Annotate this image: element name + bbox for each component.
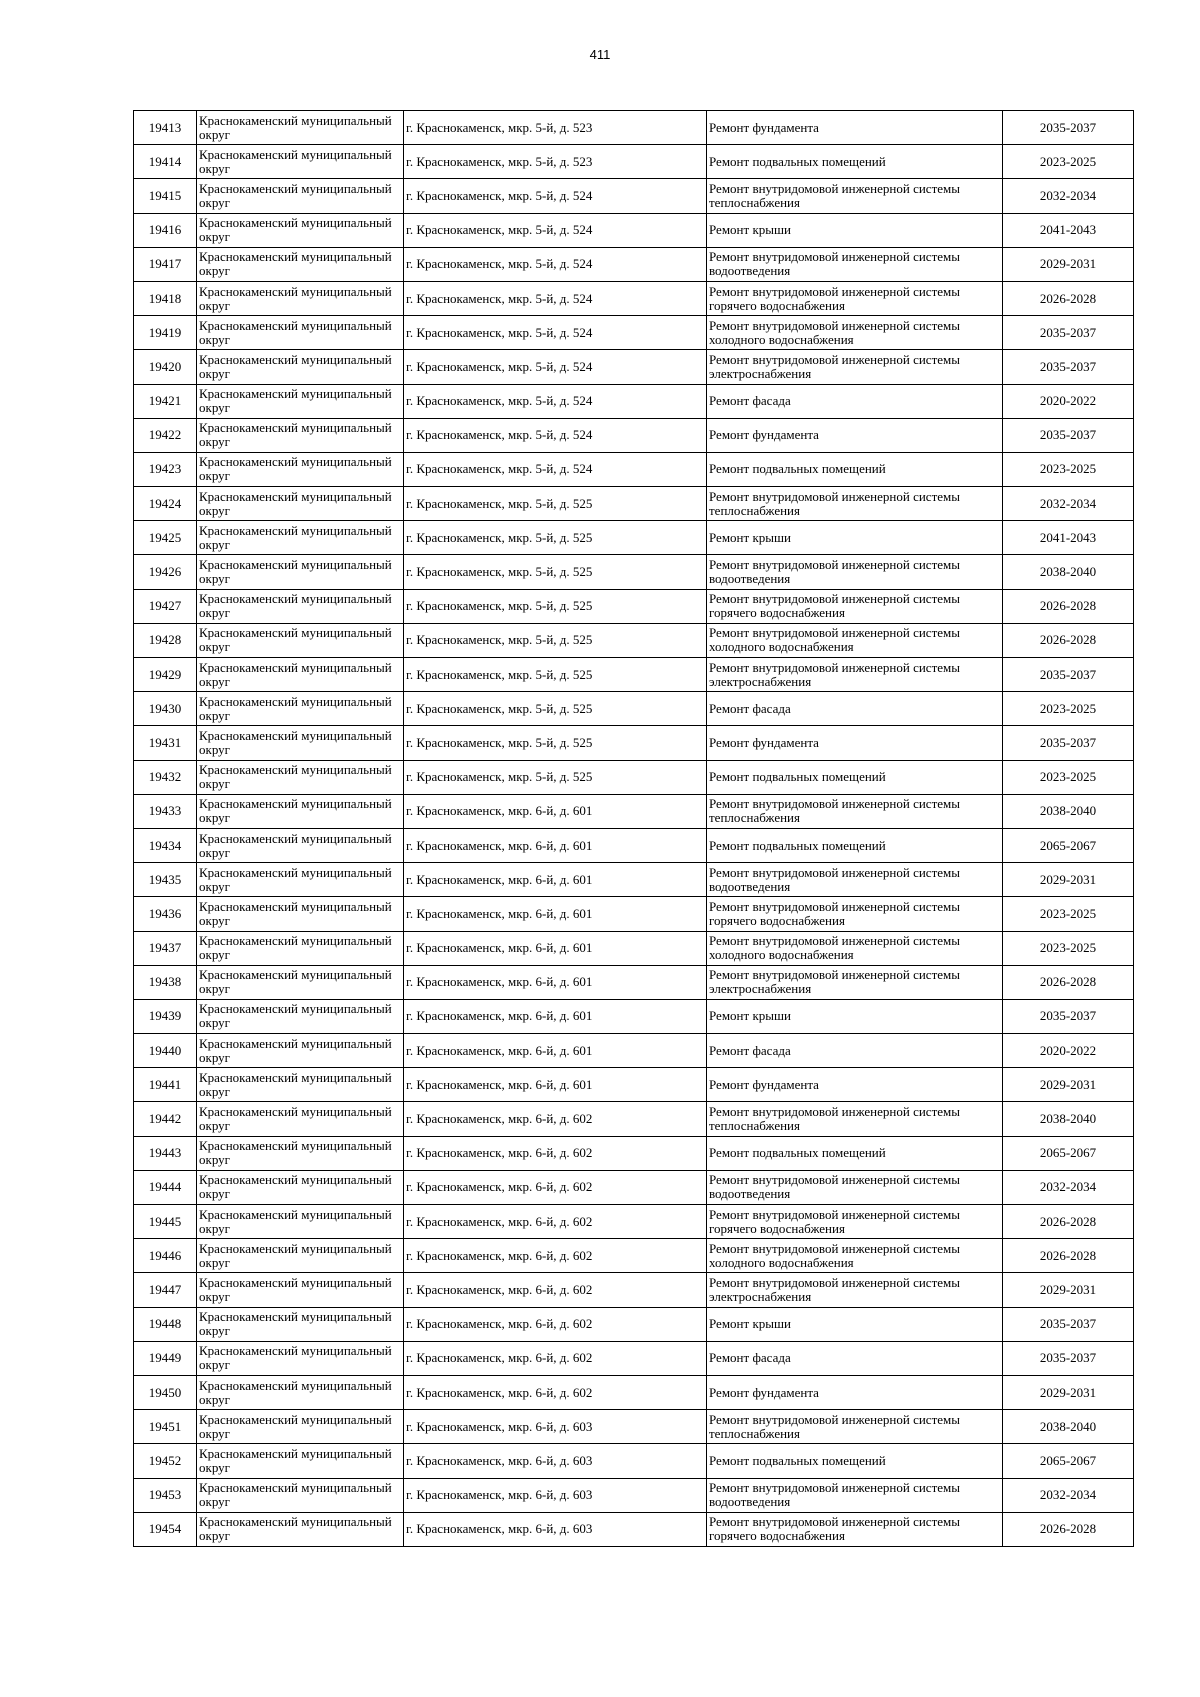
cell-number: 19416 (134, 213, 197, 247)
cell-address: г. Краснокаменск, мкр. 6-й, д. 601 (404, 794, 707, 828)
cell-address: г. Краснокаменск, мкр. 5-й, д. 524 (404, 179, 707, 213)
cell-district: Краснокаменский муниципальный округ (197, 1205, 404, 1239)
cell-number: 19442 (134, 1102, 197, 1136)
cell-address: г. Краснокаменск, мкр. 5-й, д. 524 (404, 281, 707, 315)
cell-work-type: Ремонт фундамента (707, 418, 1003, 452)
cell-district: Краснокаменский муниципальный округ (197, 555, 404, 589)
cell-work-type: Ремонт подвальных помещений (707, 452, 1003, 486)
cell-address: г. Краснокаменск, мкр. 6-й, д. 602 (404, 1205, 707, 1239)
cell-period: 2023-2025 (1003, 145, 1134, 179)
cell-address: г. Краснокаменск, мкр. 6-й, д. 602 (404, 1341, 707, 1375)
cell-number: 19420 (134, 350, 197, 384)
cell-period: 2032-2034 (1003, 1478, 1134, 1512)
cell-address: г. Краснокаменск, мкр. 6-й, д. 601 (404, 1034, 707, 1068)
table-row (134, 692, 1134, 726)
cell-address: г. Краснокаменск, мкр. 6-й, д. 602 (404, 1170, 707, 1204)
cell-district: Краснокаменский муниципальный округ (197, 828, 404, 862)
cell-address: г. Краснокаменск, мкр. 6-й, д. 601 (404, 828, 707, 862)
cell-address: г. Краснокаменск, мкр. 5-й, д. 523 (404, 111, 707, 145)
cell-period: 2026-2028 (1003, 965, 1134, 999)
table-row (134, 316, 1134, 350)
cell-work-type: Ремонт внутридомовой инженерной системы холодного водоснабжения (707, 316, 1003, 350)
cell-number: 19451 (134, 1410, 197, 1444)
table-row (134, 1341, 1134, 1375)
table-row (134, 350, 1134, 384)
cell-period: 2029-2031 (1003, 247, 1134, 281)
cell-address: г. Краснокаменск, мкр. 5-й, д. 525 (404, 487, 707, 521)
cell-number: 19415 (134, 179, 197, 213)
cell-district: Краснокаменский муниципальный округ (197, 965, 404, 999)
cell-work-type: Ремонт внутридомовой инженерной системы теплоснабжения (707, 1102, 1003, 1136)
cell-district: Краснокаменский муниципальный округ (197, 863, 404, 897)
cell-number: 19421 (134, 384, 197, 418)
cell-number: 19413 (134, 111, 197, 145)
cell-address: г. Краснокаменск, мкр. 5-й, д. 524 (404, 418, 707, 452)
table-row (134, 828, 1134, 862)
cell-address: г. Краснокаменск, мкр. 5-й, д. 525 (404, 623, 707, 657)
table-row (134, 726, 1134, 760)
cell-number: 19441 (134, 1068, 197, 1102)
cell-district: Краснокаменский муниципальный округ (197, 452, 404, 486)
cell-number: 19439 (134, 999, 197, 1033)
cell-district: Краснокаменский муниципальный округ (197, 1273, 404, 1307)
cell-work-type: Ремонт подвальных помещений (707, 145, 1003, 179)
cell-work-type: Ремонт фундамента (707, 111, 1003, 145)
cell-work-type: Ремонт внутридомовой инженерной системы электроснабжения (707, 350, 1003, 384)
cell-work-type: Ремонт подвальных помещений (707, 760, 1003, 794)
cell-district: Краснокаменский муниципальный округ (197, 1512, 404, 1546)
cell-work-type: Ремонт подвальных помещений (707, 1136, 1003, 1170)
cell-district: Краснокаменский муниципальный округ (197, 521, 404, 555)
table-row (134, 623, 1134, 657)
cell-district: Краснокаменский муниципальный округ (197, 1170, 404, 1204)
table-row (134, 145, 1134, 179)
cell-district: Краснокаменский муниципальный округ (197, 1136, 404, 1170)
cell-number: 19454 (134, 1512, 197, 1546)
cell-number: 19445 (134, 1205, 197, 1239)
cell-address: г. Краснокаменск, мкр. 5-й, д. 523 (404, 145, 707, 179)
cell-address: г. Краснокаменск, мкр. 6-й, д. 602 (404, 1239, 707, 1273)
cell-period: 2038-2040 (1003, 1102, 1134, 1136)
cell-address: г. Краснокаменск, мкр. 6-й, д. 602 (404, 1273, 707, 1307)
cell-number: 19447 (134, 1273, 197, 1307)
cell-work-type: Ремонт внутридомовой инженерной системы электроснабжения (707, 1273, 1003, 1307)
cell-district: Краснокаменский муниципальный округ (197, 1307, 404, 1341)
cell-district: Краснокаменский муниципальный округ (197, 213, 404, 247)
cell-work-type: Ремонт внутридомовой инженерной системы водоотведения (707, 247, 1003, 281)
cell-period: 2035-2037 (1003, 999, 1134, 1033)
cell-period: 2023-2025 (1003, 760, 1134, 794)
cell-period: 2029-2031 (1003, 1375, 1134, 1409)
cell-number: 19437 (134, 931, 197, 965)
cell-work-type: Ремонт внутридомовой инженерной системы холодного водоснабжения (707, 623, 1003, 657)
cell-work-type: Ремонт фундамента (707, 1068, 1003, 1102)
cell-number: 19424 (134, 487, 197, 521)
cell-work-type: Ремонт внутридомовой инженерной системы горячего водоснабжения (707, 589, 1003, 623)
table-row (134, 965, 1134, 999)
cell-number: 19440 (134, 1034, 197, 1068)
cell-address: г. Краснокаменск, мкр. 6-й, д. 601 (404, 999, 707, 1033)
cell-district: Краснокаменский муниципальный округ (197, 692, 404, 726)
cell-period: 2035-2037 (1003, 1307, 1134, 1341)
cell-work-type: Ремонт внутридомовой инженерной системы теплоснабжения (707, 1410, 1003, 1444)
cell-work-type: Ремонт подвальных помещений (707, 828, 1003, 862)
cell-period: 2038-2040 (1003, 1410, 1134, 1444)
cell-district: Краснокаменский муниципальный округ (197, 247, 404, 281)
cell-period: 2023-2025 (1003, 897, 1134, 931)
table-row (134, 213, 1134, 247)
cell-period: 2065-2067 (1003, 1444, 1134, 1478)
cell-period: 2026-2028 (1003, 1239, 1134, 1273)
cell-work-type: Ремонт крыши (707, 213, 1003, 247)
cell-period: 2029-2031 (1003, 1273, 1134, 1307)
cell-number: 19418 (134, 281, 197, 315)
cell-work-type: Ремонт внутридомовой инженерной системы электроснабжения (707, 965, 1003, 999)
cell-work-type: Ремонт фасада (707, 1341, 1003, 1375)
cell-period: 2035-2037 (1003, 350, 1134, 384)
cell-period: 2023-2025 (1003, 692, 1134, 726)
cell-period: 2041-2043 (1003, 213, 1134, 247)
cell-work-type: Ремонт внутридомовой инженерной системы теплоснабжения (707, 487, 1003, 521)
cell-work-type: Ремонт крыши (707, 999, 1003, 1033)
cell-district: Краснокаменский муниципальный округ (197, 897, 404, 931)
cell-address: г. Краснокаменск, мкр. 6-й, д. 601 (404, 897, 707, 931)
cell-address: г. Краснокаменск, мкр. 6-й, д. 603 (404, 1478, 707, 1512)
table-row (134, 1068, 1134, 1102)
cell-district: Краснокаменский муниципальный округ (197, 316, 404, 350)
table-row (134, 1478, 1134, 1512)
cell-district: Краснокаменский муниципальный округ (197, 726, 404, 760)
cell-address: г. Краснокаменск, мкр. 5-й, д. 524 (404, 384, 707, 418)
table-row (134, 794, 1134, 828)
cell-district: Краснокаменский муниципальный округ (197, 794, 404, 828)
table-row (134, 111, 1134, 145)
cell-work-type: Ремонт внутридомовой инженерной системы горячего водоснабжения (707, 1512, 1003, 1546)
cell-district: Краснокаменский муниципальный округ (197, 487, 404, 521)
cell-address: г. Краснокаменск, мкр. 5-й, д. 525 (404, 555, 707, 589)
cell-work-type: Ремонт внутридомовой инженерной системы горячего водоснабжения (707, 281, 1003, 315)
cell-district: Краснокаменский муниципальный округ (197, 1410, 404, 1444)
cell-address: г. Краснокаменск, мкр. 5-й, д. 524 (404, 213, 707, 247)
cell-work-type: Ремонт внутридомовой инженерной системы холодного водоснабжения (707, 931, 1003, 965)
cell-period: 2029-2031 (1003, 1068, 1134, 1102)
cell-district: Краснокаменский муниципальный округ (197, 658, 404, 692)
cell-district: Краснокаменский муниципальный округ (197, 384, 404, 418)
table-row (134, 384, 1134, 418)
cell-period: 2035-2037 (1003, 726, 1134, 760)
cell-period: 2032-2034 (1003, 179, 1134, 213)
cell-work-type: Ремонт фасада (707, 1034, 1003, 1068)
cell-period: 2023-2025 (1003, 452, 1134, 486)
cell-address: г. Краснокаменск, мкр. 6-й, д. 601 (404, 863, 707, 897)
cell-number: 19422 (134, 418, 197, 452)
cell-work-type: Ремонт внутридомовой инженерной системы теплоснабжения (707, 179, 1003, 213)
cell-number: 19452 (134, 1444, 197, 1478)
cell-period: 2032-2034 (1003, 487, 1134, 521)
table-row (134, 1239, 1134, 1273)
table-row (134, 1205, 1134, 1239)
cell-district: Краснокаменский муниципальный округ (197, 1068, 404, 1102)
cell-work-type: Ремонт подвальных помещений (707, 1444, 1003, 1478)
cell-number: 19426 (134, 555, 197, 589)
cell-number: 19428 (134, 623, 197, 657)
cell-district: Краснокаменский муниципальный округ (197, 350, 404, 384)
cell-district: Краснокаменский муниципальный округ (197, 931, 404, 965)
cell-district: Краснокаменский муниципальный округ (197, 1102, 404, 1136)
cell-work-type: Ремонт внутридомовой инженерной системы водоотведения (707, 555, 1003, 589)
cell-address: г. Краснокаменск, мкр. 6-й, д. 602 (404, 1136, 707, 1170)
cell-address: г. Краснокаменск, мкр. 5-й, д. 524 (404, 350, 707, 384)
cell-district: Краснокаменский муниципальный округ (197, 418, 404, 452)
cell-number: 19449 (134, 1341, 197, 1375)
cell-work-type: Ремонт внутридомовой инженерной системы водоотведения (707, 863, 1003, 897)
cell-period: 2032-2034 (1003, 1170, 1134, 1204)
cell-number: 19434 (134, 828, 197, 862)
cell-address: г. Краснокаменск, мкр. 6-й, д. 601 (404, 931, 707, 965)
table-row (134, 487, 1134, 521)
cell-district: Краснокаменский муниципальный округ (197, 1478, 404, 1512)
table-row (134, 897, 1134, 931)
cell-number: 19425 (134, 521, 197, 555)
table-row (134, 760, 1134, 794)
cell-district: Краснокаменский муниципальный округ (197, 179, 404, 213)
table-row (134, 247, 1134, 281)
cell-work-type: Ремонт внутридомовой инженерной системы электроснабжения (707, 658, 1003, 692)
cell-period: 2065-2067 (1003, 1136, 1134, 1170)
cell-work-type: Ремонт фундамента (707, 1375, 1003, 1409)
table-row (134, 931, 1134, 965)
cell-district: Краснокаменский муниципальный округ (197, 1034, 404, 1068)
cell-district: Краснокаменский муниципальный округ (197, 1341, 404, 1375)
cell-address: г. Краснокаменск, мкр. 6-й, д. 603 (404, 1444, 707, 1478)
cell-address: г. Краснокаменск, мкр. 6-й, д. 601 (404, 1068, 707, 1102)
table-row (134, 179, 1134, 213)
cell-address: г. Краснокаменск, мкр. 5-й, д. 524 (404, 247, 707, 281)
cell-number: 19443 (134, 1136, 197, 1170)
cell-number: 19419 (134, 316, 197, 350)
cell-district: Краснокаменский муниципальный округ (197, 589, 404, 623)
table-body (134, 111, 1134, 1547)
cell-number: 19427 (134, 589, 197, 623)
cell-address: г. Краснокаменск, мкр. 5-й, д. 525 (404, 521, 707, 555)
cell-period: 2026-2028 (1003, 1512, 1134, 1546)
cell-number: 19429 (134, 658, 197, 692)
cell-district: Краснокаменский муниципальный округ (197, 1444, 404, 1478)
table-row (134, 1034, 1134, 1068)
cell-work-type: Ремонт внутридомовой инженерной системы холодного водоснабжения (707, 1239, 1003, 1273)
table-row (134, 1444, 1134, 1478)
cell-district: Краснокаменский муниципальный округ (197, 145, 404, 179)
cell-district: Краснокаменский муниципальный округ (197, 623, 404, 657)
table-row (134, 521, 1134, 555)
cell-number: 19423 (134, 452, 197, 486)
cell-work-type: Ремонт внутридомовой инженерной системы теплоснабжения (707, 794, 1003, 828)
cell-district: Краснокаменский муниципальный округ (197, 760, 404, 794)
cell-period: 2035-2037 (1003, 658, 1134, 692)
cell-address: г. Краснокаменск, мкр. 5-й, д. 525 (404, 760, 707, 794)
cell-number: 19436 (134, 897, 197, 931)
cell-work-type: Ремонт фасада (707, 384, 1003, 418)
works-table (133, 110, 1134, 1547)
table-row (134, 1170, 1134, 1204)
cell-work-type: Ремонт внутридомовой инженерной системы горячего водоснабжения (707, 1205, 1003, 1239)
cell-address: г. Краснокаменск, мкр. 5-й, д. 525 (404, 658, 707, 692)
cell-period: 2026-2028 (1003, 281, 1134, 315)
cell-address: г. Краснокаменск, мкр. 5-й, д. 525 (404, 589, 707, 623)
cell-address: г. Краснокаменск, мкр. 6-й, д. 601 (404, 965, 707, 999)
cell-period: 2029-2031 (1003, 863, 1134, 897)
cell-number: 19446 (134, 1239, 197, 1273)
cell-address: г. Краснокаменск, мкр. 6-й, д. 602 (404, 1307, 707, 1341)
cell-district: Краснокаменский муниципальный округ (197, 1239, 404, 1273)
table-row (134, 1136, 1134, 1170)
page-number: 411 (589, 47, 611, 62)
cell-district: Краснокаменский муниципальный округ (197, 999, 404, 1033)
cell-period: 2038-2040 (1003, 794, 1134, 828)
table-row (134, 418, 1134, 452)
table-row (134, 1307, 1134, 1341)
cell-number: 19430 (134, 692, 197, 726)
cell-number: 19433 (134, 794, 197, 828)
cell-address: г. Краснокаменск, мкр. 5-й, д. 525 (404, 726, 707, 760)
cell-period: 2065-2067 (1003, 828, 1134, 862)
table-row (134, 1512, 1134, 1546)
table-row (134, 281, 1134, 315)
table-row (134, 999, 1134, 1033)
cell-period: 2035-2037 (1003, 316, 1134, 350)
table-row (134, 1375, 1134, 1409)
table-row (134, 1410, 1134, 1444)
cell-period: 2035-2037 (1003, 111, 1134, 145)
table-row (134, 658, 1134, 692)
table-row (134, 452, 1134, 486)
cell-number: 19432 (134, 760, 197, 794)
cell-number: 19431 (134, 726, 197, 760)
cell-work-type: Ремонт крыши (707, 1307, 1003, 1341)
cell-period: 2035-2037 (1003, 418, 1134, 452)
cell-number: 19417 (134, 247, 197, 281)
cell-period: 2023-2025 (1003, 931, 1134, 965)
table-row (134, 863, 1134, 897)
cell-work-type: Ремонт фундамента (707, 726, 1003, 760)
cell-work-type: Ремонт внутридомовой инженерной системы водоотведения (707, 1170, 1003, 1204)
cell-address: г. Краснокаменск, мкр. 6-й, д. 603 (404, 1410, 707, 1444)
cell-district: Краснокаменский муниципальный округ (197, 111, 404, 145)
cell-address: г. Краснокаменск, мкр. 6-й, д. 603 (404, 1512, 707, 1546)
cell-work-type: Ремонт внутридомовой инженерной системы горячего водоснабжения (707, 897, 1003, 931)
cell-period: 2041-2043 (1003, 521, 1134, 555)
cell-period: 2038-2040 (1003, 555, 1134, 589)
cell-number: 19450 (134, 1375, 197, 1409)
table-row (134, 1102, 1134, 1136)
cell-number: 19414 (134, 145, 197, 179)
cell-district: Краснокаменский муниципальный округ (197, 1375, 404, 1409)
cell-number: 19448 (134, 1307, 197, 1341)
cell-work-type: Ремонт крыши (707, 521, 1003, 555)
cell-address: г. Краснокаменск, мкр. 6-й, д. 602 (404, 1375, 707, 1409)
cell-work-type: Ремонт внутридомовой инженерной системы водоотведения (707, 1478, 1003, 1512)
cell-address: г. Краснокаменск, мкр. 5-й, д. 525 (404, 692, 707, 726)
table-row (134, 555, 1134, 589)
cell-district: Краснокаменский муниципальный округ (197, 281, 404, 315)
cell-period: 2020-2022 (1003, 1034, 1134, 1068)
cell-address: г. Краснокаменск, мкр. 5-й, д. 524 (404, 452, 707, 486)
cell-work-type: Ремонт фасада (707, 692, 1003, 726)
cell-period: 2026-2028 (1003, 623, 1134, 657)
cell-number: 19444 (134, 1170, 197, 1204)
table-row (134, 1273, 1134, 1307)
table-row (134, 589, 1134, 623)
cell-period: 2020-2022 (1003, 384, 1134, 418)
cell-number: 19435 (134, 863, 197, 897)
cell-address: г. Краснокаменск, мкр. 6-й, д. 602 (404, 1102, 707, 1136)
cell-address: г. Краснокаменск, мкр. 5-й, д. 524 (404, 316, 707, 350)
cell-number: 19438 (134, 965, 197, 999)
cell-period: 2035-2037 (1003, 1341, 1134, 1375)
cell-number: 19453 (134, 1478, 197, 1512)
cell-period: 2026-2028 (1003, 1205, 1134, 1239)
cell-period: 2026-2028 (1003, 589, 1134, 623)
